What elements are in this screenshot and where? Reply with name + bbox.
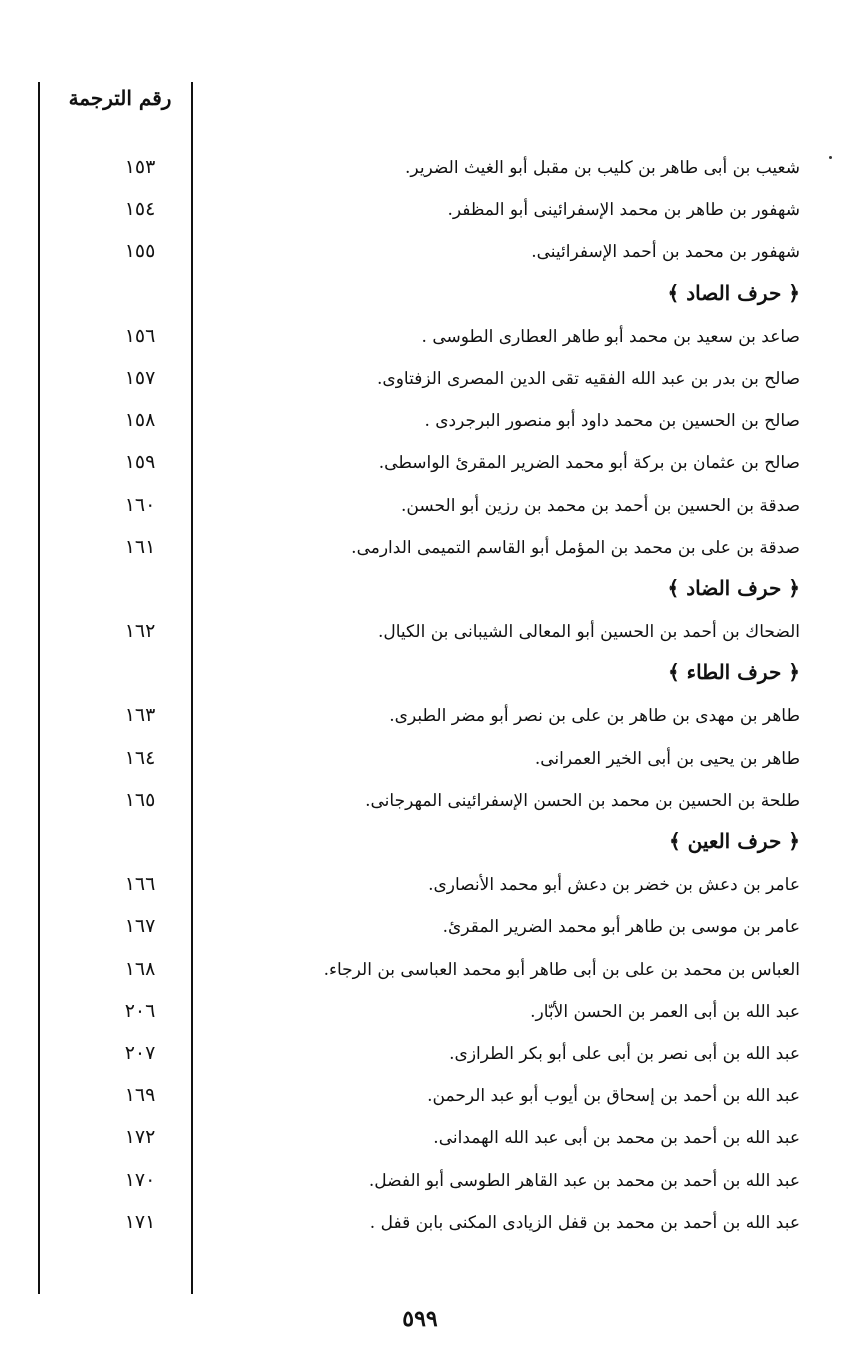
entry-number: ١٦٥ xyxy=(124,788,156,811)
entry-number: ١٦٦ xyxy=(124,873,156,896)
entry-number: ١٦٧ xyxy=(124,915,156,938)
section-heading: ﴿ حرف الطاء ﴾ xyxy=(667,660,800,685)
number-column-header: رقم الترجمة xyxy=(68,86,172,110)
entry-name: طلحة بن الحسين بن محمد بن الحسن الإسفرائينى المهرجانى. xyxy=(365,790,800,811)
entry-name: شعيب بن أبى طاهر بن كليب بن مقبل أبو الغيث الضرير. xyxy=(405,158,800,178)
entry-name: صالح بن بدر بن عبد الله الفقيه تقى الدين المصرى الزفتاوى. xyxy=(377,368,800,389)
index-entry-row xyxy=(40,1078,800,1120)
section-heading-row xyxy=(40,656,800,698)
entry-number: ١٦٩ xyxy=(124,1084,156,1107)
entry-number: ١٥٤ xyxy=(124,198,156,221)
index-entry-row xyxy=(40,1205,800,1247)
entry-name: طاهر بن يحيى بن أبى الخير العمرانى. xyxy=(534,748,800,769)
entry-number: ١٥٧ xyxy=(124,366,156,389)
index-entries xyxy=(40,150,800,1247)
entry-number: ٢٠٧ xyxy=(124,1041,156,1064)
index-entry-row xyxy=(40,445,800,487)
entry-number: ١٥٨ xyxy=(124,409,156,432)
index-entry-row xyxy=(40,1163,800,1205)
index-entry-row xyxy=(40,783,800,825)
entry-name: عبد الله بن أحمد بن محمد بن قفل الزيادى المكنى بابن قفل . xyxy=(369,1212,800,1233)
speck xyxy=(829,156,832,159)
index-entry-row xyxy=(40,319,800,361)
entry-number: ١٦١ xyxy=(124,535,156,558)
entry-name: صالح بن عثمان بن بركة أبو محمد الضرير المقرئ الواسطى. xyxy=(378,453,800,474)
entry-name: عبد الله بن أبى نصر بن أبى على أبو بكر الطرازى. xyxy=(449,1043,800,1064)
entry-name: صدقة بن الحسين بن أحمد بن محمد بن رزين أبو الحسن. xyxy=(401,495,800,516)
index-entry-row xyxy=(40,192,800,234)
section-heading: ﴿ حرف العين ﴾ xyxy=(668,829,800,853)
entry-name: عامر بن موسى بن طاهر أبو محمد الضرير المقرئ. xyxy=(442,917,800,938)
section-heading-row xyxy=(40,825,800,867)
entry-number: ١٦٠ xyxy=(124,493,156,516)
index-entry-row xyxy=(40,952,800,994)
entry-number: ١٥٣ xyxy=(124,156,156,178)
page-number: ٥٩٩ xyxy=(402,1306,438,1332)
index-entry-row xyxy=(40,867,800,909)
entry-name: صالح بن الحسين بن محمد داود أبو منصور البرجردى . xyxy=(424,411,800,432)
index-entry-row xyxy=(40,741,800,783)
index-entry-row xyxy=(40,1036,800,1078)
entry-name: صدقة بن على بن محمد بن المؤمل أبو القاسم التميمى الدارمى. xyxy=(351,537,800,558)
index-entry-row xyxy=(40,994,800,1036)
index-entry-row xyxy=(40,698,800,740)
entry-number: ١٦٢ xyxy=(124,620,156,643)
entry-number: ١٧٢ xyxy=(124,1126,156,1149)
entry-name: شهفور بن طاهر بن محمد الإسفرائينى أبو المظفر. xyxy=(447,200,800,221)
index-entry-row xyxy=(40,150,800,192)
entry-number: ١٥٦ xyxy=(124,324,156,347)
entry-number: ١٧٠ xyxy=(124,1168,156,1191)
section-heading-row xyxy=(40,572,800,614)
entry-name: الضحاك بن أحمد بن الحسين أبو المعالى الشيبانى بن الكيال. xyxy=(377,622,800,643)
entry-number: ١٦٤ xyxy=(124,746,156,769)
entry-name: طاهر بن مهدى بن طاهر بن على بن نصر أبو مضر الطبرى. xyxy=(389,706,800,727)
entry-name: صاعد بن سعيد بن محمد أبو طاهر العطارى الطوسى . xyxy=(421,326,800,347)
index-entry-row xyxy=(40,361,800,403)
section-heading: ﴿ حرف الضاد ﴾ xyxy=(667,575,800,600)
entry-name: عبد الله بن أحمد بن محمد بن عبد القاهر الطوسى أبو الفضل. xyxy=(368,1170,800,1191)
entry-number: ١٦٣ xyxy=(124,704,156,727)
index-entry-row xyxy=(40,614,800,656)
section-heading-row xyxy=(40,277,800,319)
entry-number: ١٥٩ xyxy=(124,451,156,474)
entry-name: عبد الله بن أحمد بن محمد بن أبى عبد الله الهمدانى. xyxy=(433,1128,800,1149)
entry-name: العباس بن محمد بن على بن أبى طاهر أبو محمد العباسى بن الرجاء. xyxy=(323,959,800,980)
index-entry-row xyxy=(40,909,800,951)
entry-number: ١٧١ xyxy=(124,1210,156,1233)
entry-name: عبد الله بن أبى العمر بن الحسن الأبّار. xyxy=(530,1001,800,1022)
entry-number: ١٥٥ xyxy=(124,240,156,263)
entry-name: عامر بن دعش بن خضر بن دعش أبو محمد الأنصارى. xyxy=(428,875,800,896)
index-entry-row xyxy=(40,403,800,445)
index-entry-row xyxy=(40,488,800,530)
entry-name: عبد الله بن أحمد بن إسحاق بن أيوب أبو عبد الرحمن. xyxy=(427,1086,800,1107)
section-heading: ﴿ حرف الصاد ﴾ xyxy=(667,280,800,305)
index-entry-row xyxy=(40,1120,800,1162)
entry-number: ١٦٨ xyxy=(124,957,156,980)
index-entry-row xyxy=(40,234,800,276)
entry-number: ٢٠٦ xyxy=(124,999,156,1022)
entry-name: شهفور بن محمد بن أحمد الإسفرائينى. xyxy=(531,242,800,263)
index-entry-row xyxy=(40,530,800,572)
